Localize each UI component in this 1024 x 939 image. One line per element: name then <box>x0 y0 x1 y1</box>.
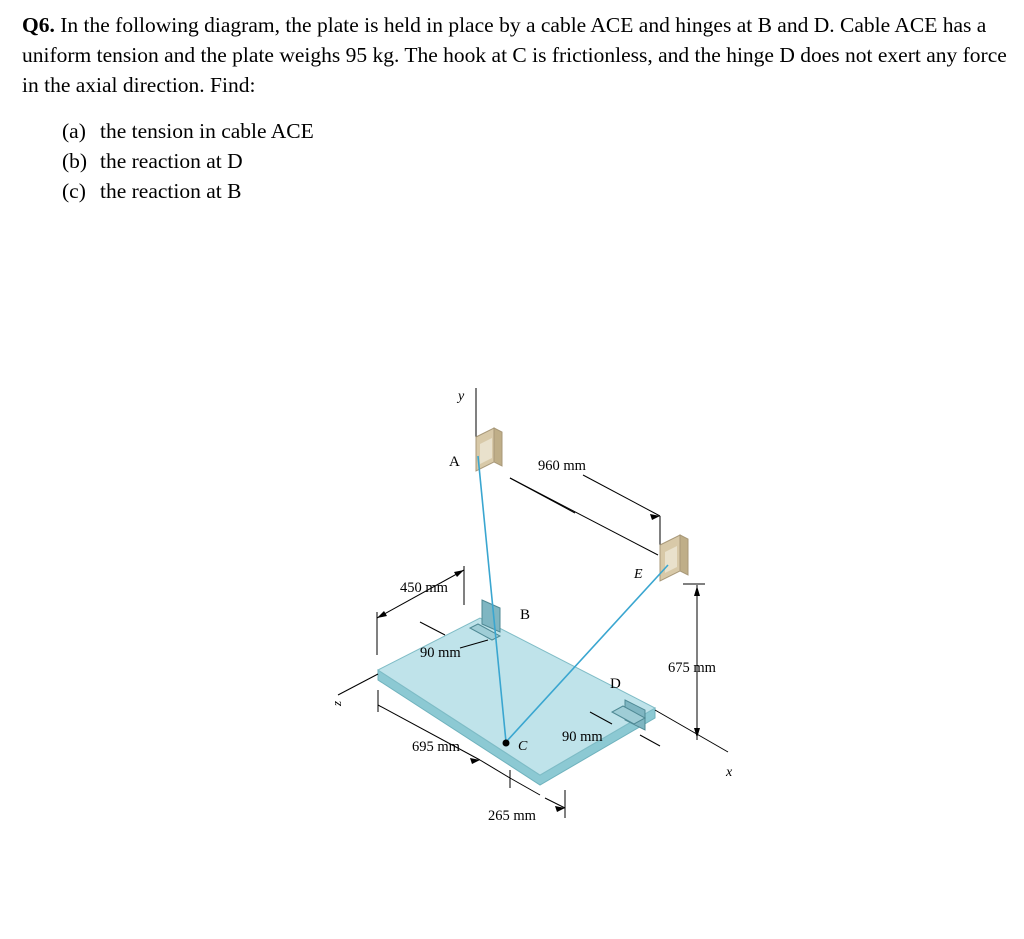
part-a-text: the tension in cable ACE <box>100 119 314 143</box>
question-body: In the following diagram, the plate is held in place by a cable ACE and hinges at B and D. Cable ACE has a uniform tension and the plate weighs 95 kg. The hook at C is frictionless, and the hinge D does not exert any force in the axial direction. Find: <box>22 13 1007 97</box>
part-b-label: (b) <box>62 149 88 173</box>
line-90-right-b <box>640 735 660 746</box>
x-axis-line <box>655 710 728 752</box>
label-z-axis: z <box>329 700 344 706</box>
part-c-text: the reaction at B <box>100 179 242 203</box>
label-x-axis: x <box>726 765 733 780</box>
label-90-left: 90 mm <box>420 645 461 661</box>
label-450: 450 mm <box>400 580 448 596</box>
label-point-c: C <box>518 739 528 754</box>
part-a-label: (a) <box>62 119 86 143</box>
part-b-text: the reaction at D <box>100 149 243 173</box>
label-265: 265 mm <box>488 808 536 824</box>
question-number: Q6. <box>22 13 55 37</box>
bracket-a <box>476 428 502 471</box>
line-960-long <box>510 478 658 555</box>
line-265-right <box>545 798 565 808</box>
arrow-675-top <box>694 586 700 596</box>
line-960-lower <box>583 475 660 516</box>
label-point-a: A <box>449 454 460 470</box>
label-point-b: B <box>520 607 531 623</box>
arrow-450-left <box>377 611 387 618</box>
plate <box>378 618 655 785</box>
label-y-axis: y <box>458 389 465 404</box>
label-point-d: D <box>610 676 621 692</box>
bracket-e <box>660 535 688 581</box>
arrow-450-right <box>454 570 464 577</box>
label-960: 960 mm <box>538 458 586 474</box>
z-axis-line <box>338 674 378 695</box>
label-695: 695 mm <box>412 739 460 755</box>
part-c-label: (c) <box>62 179 86 203</box>
label-point-e: E <box>634 567 643 582</box>
line-90-left <box>420 622 445 635</box>
label-675: 675 mm <box>668 660 716 676</box>
hook-c <box>503 740 510 747</box>
label-90-right: 90 mm <box>562 729 603 745</box>
